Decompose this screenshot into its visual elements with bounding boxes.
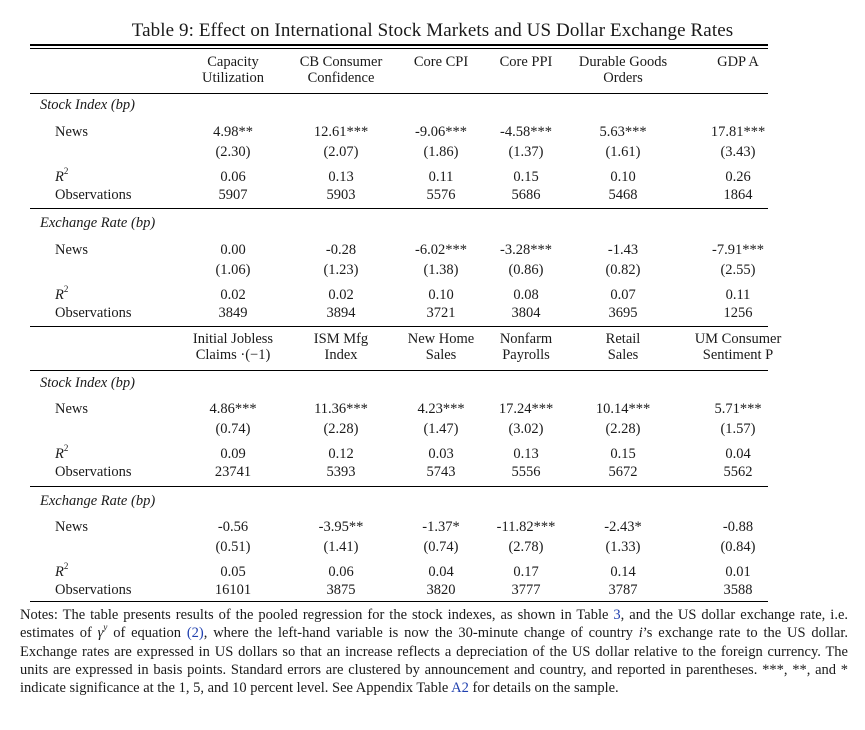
notes-text-6: for details on the sample. <box>468 680 619 697</box>
bottom-fx-se-cell: (0.51) <box>215 539 251 555</box>
top-stock-obs-cell: 5468 <box>608 187 638 203</box>
bottom-fx-se-cell: (2.78) <box>508 539 544 555</box>
top-stock-news-cell: 4.98** <box>213 124 253 140</box>
top-stock-se-cell: (2.07) <box>323 144 359 160</box>
bottom-header-3-line2: Payrolls <box>502 347 550 363</box>
top-stock-r2-superscript: 2 <box>63 166 69 177</box>
top-fx-obs-cell: 1256 <box>723 305 753 321</box>
notes-text-1: Notes: The table presents results of the pooled regression for the stock indexes, as shown in Table <box>20 607 614 623</box>
bottom-fx-news-cell: -0.88 <box>722 519 754 535</box>
bottom-stock-r2-superscript: 2 <box>63 443 69 454</box>
bottom-stock-se-cell: (1.57) <box>720 421 756 437</box>
top-fx-section-title: Exchange Rate (bp) <box>40 215 156 231</box>
top-stock-news-cell: -9.06*** <box>415 124 467 140</box>
bottom-fx-news-cell: -11.82*** <box>496 519 556 535</box>
top-stock-se-cell: (1.86) <box>423 144 459 160</box>
bottom-stock-r2-cell: 0.04 <box>725 446 751 462</box>
top-header-1-line1: CB Consumer <box>299 54 383 70</box>
top-fx-r2-cell: 0.02 <box>328 287 354 303</box>
top-fx-obs-cell: 3721 <box>426 305 456 321</box>
bottom-fx-r2-superscript: 2 <box>63 561 69 572</box>
top-fx-obs-cell: 3849 <box>218 305 248 321</box>
top-fx-se-cell: (1.06) <box>215 262 251 278</box>
bottom-stock-se-cell: (1.47) <box>423 421 459 437</box>
bottom-fx-obs-cell: 3787 <box>608 582 638 598</box>
notes-text-2: , and the US dollar exchange rate, i.e. estimates of <box>20 607 848 642</box>
top-fx-r2-cell: 0.02 <box>220 287 246 303</box>
bottom-stock-obs-cell: 5672 <box>608 464 638 480</box>
top-fx-news-cell: -7.91*** <box>712 242 764 258</box>
top-fx-news-cell: -3.28*** <box>500 242 552 258</box>
top-fx-obs-cell: 3804 <box>511 305 541 321</box>
bottom-fx-r2-label <box>55 561 69 580</box>
top-header-5-line1: GDP A <box>717 54 759 70</box>
bottom-fx-r2-symbol: R <box>55 564 64 580</box>
bottom-stock-obs-cell: 5556 <box>511 464 541 480</box>
top-rule-2 <box>30 48 768 50</box>
bottom-fx-r2-cell: 0.01 <box>725 564 751 580</box>
top-fx-r2-cell: 0.10 <box>428 287 454 303</box>
bottom-header-2-line2: Sales <box>425 347 457 363</box>
bottom-stock-news-cell: 4.23*** <box>417 401 465 417</box>
top-fx-news-cell: 0.00 <box>220 242 246 258</box>
top-fx-se-cell: (1.38) <box>423 262 459 278</box>
bottom-stock-r2-cell: 0.15 <box>610 446 636 462</box>
top-header-3-line1: Core PPI <box>499 54 553 70</box>
bottom-stock-r2-label <box>55 443 69 462</box>
bottom-header-4-line2: Sales <box>607 347 639 363</box>
top-stock-news-cell: 12.61*** <box>313 124 369 140</box>
top-stock-se-cell: (2.30) <box>215 144 251 160</box>
bottom-fx-obs-cell: 16101 <box>214 582 252 598</box>
bottom-fx-news-cell: -2.43* <box>604 519 642 535</box>
bottom-stock-obs-cell: 5743 <box>426 464 456 480</box>
top-header-rule <box>30 93 768 94</box>
bottom-fx-section-title: Exchange Rate (bp) <box>40 493 156 509</box>
top-fx-r2-cell: 0.08 <box>513 287 539 303</box>
bottom-fx-obs-cell: 3820 <box>426 582 456 598</box>
top-stock-obs-cell: 5907 <box>218 187 248 203</box>
top-fx-obs-cell: 3695 <box>608 305 638 321</box>
bottom-fx-news-cell: -1.37* <box>422 519 460 535</box>
bottom-stock-obs-cell: 23741 <box>214 464 252 480</box>
country-i-symbol: i <box>638 625 643 642</box>
top-stock-r2-cell: 0.06 <box>220 169 246 185</box>
top-stock-r2-cell: 0.13 <box>328 169 354 185</box>
bottom-stock-se-cell: (2.28) <box>605 421 641 437</box>
bottom-header-0-line2: Claims ·(−1) <box>195 347 271 363</box>
top-fx-news-cell: -0.28 <box>325 242 357 258</box>
bottom-fx-r2-cell: 0.04 <box>428 564 454 580</box>
top-stock-news-cell: 5.63*** <box>599 124 647 140</box>
top-fx-obs-label: Observations <box>55 305 132 321</box>
bottom-stock-news-cell: 10.14*** <box>595 401 651 417</box>
bottom-stock-news-cell: 4.86*** <box>209 401 257 417</box>
bottom-fx-se-cell: (1.41) <box>323 539 359 555</box>
bottom-stock-r2-cell: 0.12 <box>328 446 354 462</box>
top-stock-obs-label: Observations <box>55 187 132 203</box>
top-stock-news-cell: 17.81*** <box>710 124 766 140</box>
bottom-header-1-line2: Index <box>324 347 358 363</box>
top-fx-se-cell: (0.82) <box>605 262 641 278</box>
bottom-stock-news-label: News <box>55 401 89 417</box>
top-fx-r2-superscript: 2 <box>63 284 69 295</box>
top-rule-1 <box>30 44 768 46</box>
top-header-4-line2: Orders <box>603 70 643 86</box>
bottom-fx-se-cell: (0.74) <box>423 539 459 555</box>
top-stock-obs-cell: 1864 <box>723 187 753 203</box>
top-stock-obs-cell: 5903 <box>326 187 356 203</box>
bottom-stock-r2-symbol: R <box>55 446 64 462</box>
top-fx-r2-symbol: R <box>55 287 64 303</box>
bottom-fx-news-cell: -3.95** <box>318 519 364 535</box>
top-fx-r2-cell: 0.11 <box>725 287 751 303</box>
bottom-stock-r2-cell: 0.13 <box>513 446 539 462</box>
bottom-fx-r2-cell: 0.05 <box>220 564 246 580</box>
bottom-fx-se-cell: (0.84) <box>720 539 756 555</box>
bottom-header-1-line1: ISM Mfg <box>313 331 369 347</box>
bottom-stock-news-cell: 17.24*** <box>498 401 554 417</box>
top-stock-r2-cell: 0.10 <box>610 169 636 185</box>
bottom-header-5-line1: UM Consumer <box>694 331 782 347</box>
top-stock-obs-cell: 5576 <box>426 187 456 203</box>
mid-rule <box>30 326 768 327</box>
top-stock-section-title: Stock Index (bp) <box>40 97 136 113</box>
top-stock-r2-label <box>55 166 69 185</box>
table-3-link[interactable]: 3 <box>613 607 621 623</box>
top-fx-news-cell: -1.43 <box>607 242 639 258</box>
notes-text-5: ’s exchange rate to the US dollar. Exchange rates are expressed in US dollars so that an increase reflects a depreciation of the US dollar relative to the foreign currency. The units are expressed in basis points. Standard errors are clustered by announcement and country, and reported in parentheses. ***, **, and * indicate significance at the 1, 5, and 10 percent level. See Appendix Table <box>20 625 848 697</box>
top-header-4-line1: Durable Goods <box>578 54 668 70</box>
bottom-stock-obs-cell: 5393 <box>326 464 356 480</box>
bottom-fx-se-cell: (1.33) <box>605 539 641 555</box>
bottom-stock-se-cell: (3.02) <box>508 421 544 437</box>
bottom-fx-obs-cell: 3875 <box>326 582 356 598</box>
bottom-fx-r2-cell: 0.14 <box>610 564 636 580</box>
bottom-stock-se-cell: (0.74) <box>215 421 251 437</box>
equation-2-link[interactable]: (2) <box>186 625 204 642</box>
bottom-fx-r2-cell: 0.06 <box>328 564 354 580</box>
top-header-0-line2: Utilization <box>201 70 265 86</box>
top-stock-r2-cell: 0.26 <box>725 169 751 185</box>
top-stock-r2-cell: 0.15 <box>513 169 539 185</box>
bottom-fx-news-label: News <box>55 519 89 535</box>
bottom-fx-obs-cell: 3588 <box>723 582 753 598</box>
top-stock-se-cell: (1.37) <box>508 144 544 160</box>
bottom-fx-news-cell: -0.56 <box>217 519 249 535</box>
table-notes <box>20 606 848 697</box>
bottom-fx-obs-cell: 3777 <box>511 582 541 598</box>
bottom-fx-r2-cell: 0.17 <box>513 564 539 580</box>
bottom-stock-obs-cell: 5562 <box>723 464 753 480</box>
notes-text-3: of equation <box>107 625 187 642</box>
bottom-section-rule <box>30 486 768 487</box>
top-fx-news-label: News <box>55 242 89 258</box>
bottom-header-2-line1: New Home <box>407 331 475 347</box>
top-fx-r2-cell: 0.07 <box>610 287 636 303</box>
top-stock-obs-cell: 5686 <box>511 187 541 203</box>
top-header-2-line1: Core CPI <box>413 54 469 70</box>
top-fx-se-cell: (1.23) <box>323 262 359 278</box>
bottom-header-4-line1: Retail <box>605 331 641 347</box>
top-fx-r2-label <box>55 284 69 303</box>
bottom-header-0-line1: Initial Jobless <box>192 331 274 347</box>
bottom-header-rule <box>30 370 768 371</box>
bottom-stock-news-cell: 5.71*** <box>714 401 762 417</box>
notes-text-4: , where the left-hand variable is now the 30-minute change of country <box>203 625 639 642</box>
top-fx-se-cell: (0.86) <box>508 262 544 278</box>
bottom-rule <box>30 601 768 602</box>
bottom-header-3-line1: Nonfarm <box>499 331 553 347</box>
bottom-stock-news-cell: 11.36*** <box>314 401 368 417</box>
bottom-fx-obs-label: Observations <box>55 582 132 598</box>
top-header-0-line1: Capacity <box>207 54 259 70</box>
top-fx-obs-cell: 3894 <box>326 305 356 321</box>
top-stock-se-cell: (1.61) <box>605 144 641 160</box>
top-section-rule <box>30 208 768 209</box>
bottom-stock-r2-cell: 0.03 <box>428 446 454 462</box>
top-stock-r2-cell: 0.11 <box>428 169 454 185</box>
top-stock-news-label: News <box>55 124 89 140</box>
appendix-a2-link[interactable]: A2 <box>451 680 469 697</box>
bottom-stock-obs-label: Observations <box>55 464 132 480</box>
top-header-1-line2: Confidence <box>307 70 375 86</box>
gamma-superscript: y <box>103 622 108 633</box>
bottom-stock-se-cell: (2.28) <box>323 421 359 437</box>
bottom-header-5-line2: Sentiment P <box>702 347 774 363</box>
gamma-symbol: γ <box>97 625 104 642</box>
top-stock-se-cell: (3.43) <box>720 144 756 160</box>
top-fx-se-cell: (2.55) <box>720 262 756 278</box>
table-caption: Table 9: Effect on International Stock Markets and US Dollar Exchange Rates <box>131 20 734 41</box>
top-fx-news-cell: -6.02*** <box>415 242 467 258</box>
bottom-stock-section-title: Stock Index (bp) <box>40 375 136 391</box>
bottom-stock-r2-cell: 0.09 <box>220 446 246 462</box>
top-stock-news-cell: -4.58*** <box>500 124 552 140</box>
top-stock-r2-symbol: R <box>55 169 64 185</box>
